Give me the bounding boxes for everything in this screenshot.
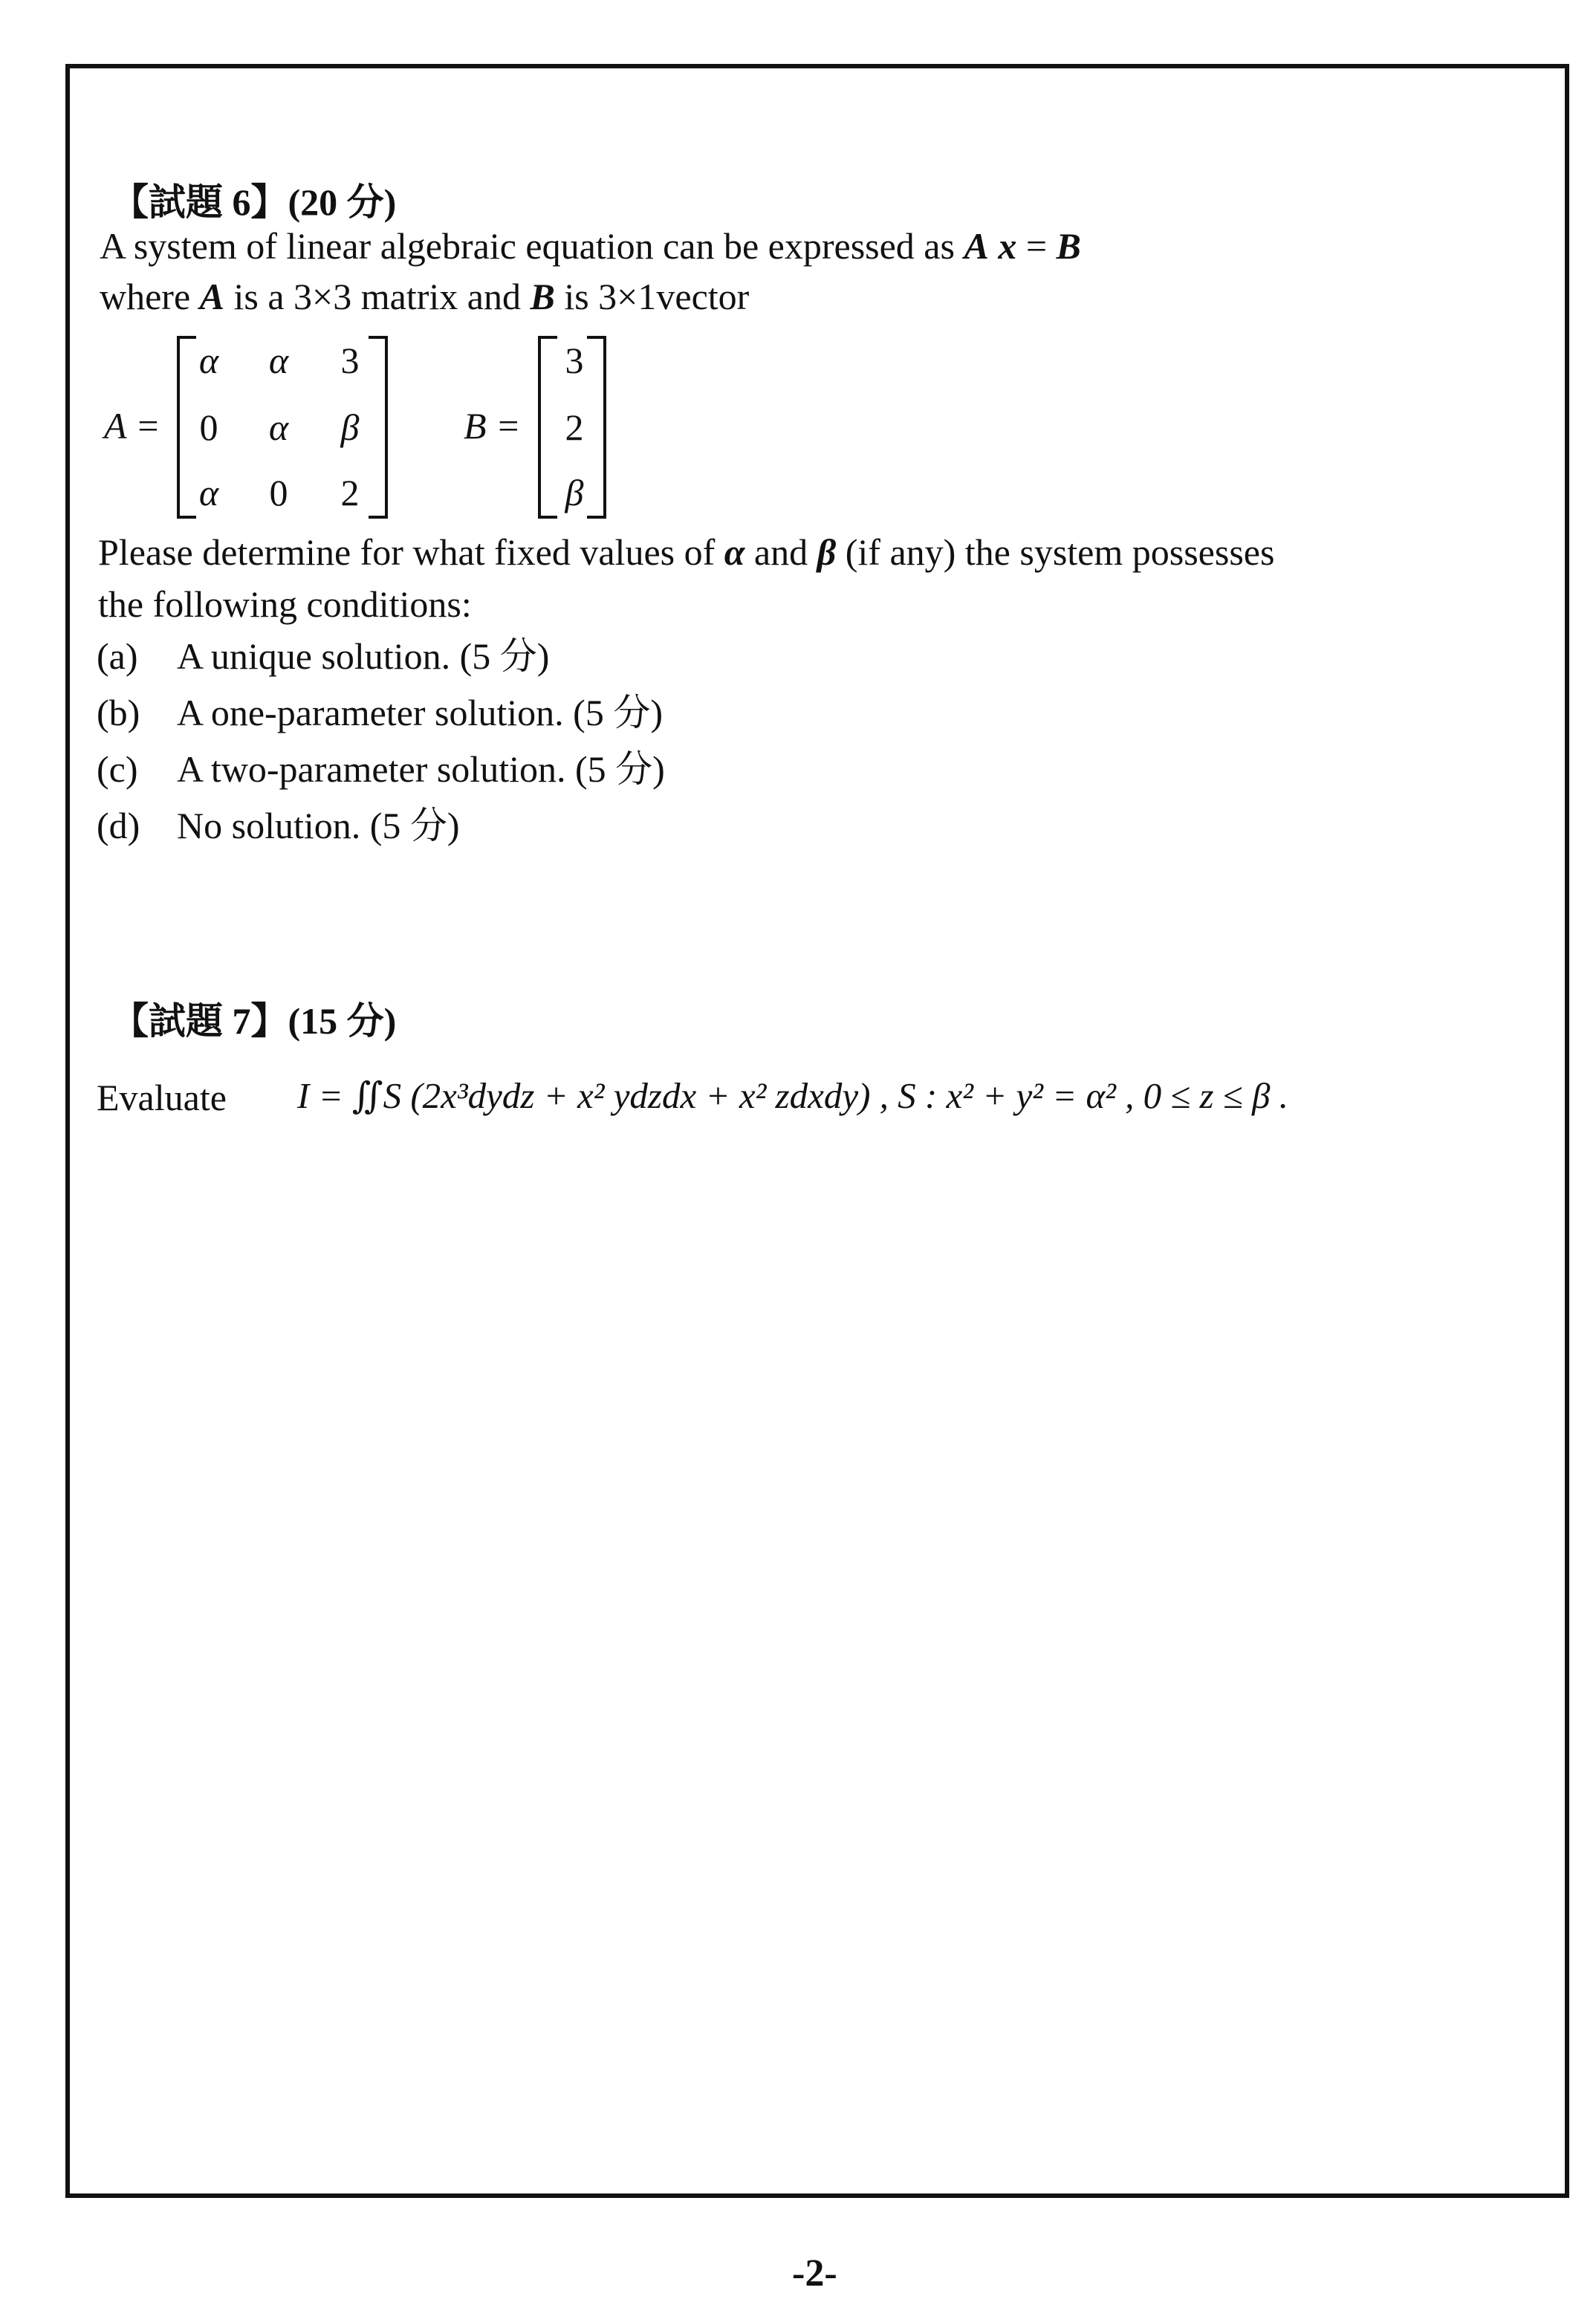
matrix-a-cell-r1-c1: α bbox=[198, 340, 219, 381]
matrix-a-cell-r2-c2: α bbox=[268, 406, 289, 448]
matrix-b-cell-r2: 2 bbox=[565, 406, 584, 448]
q6-intro-text: A system of linear algebraic equation can be expressed as bbox=[100, 225, 964, 267]
q6-where-line bbox=[100, 278, 749, 315]
q6-where-text: where bbox=[100, 276, 200, 317]
page-border bbox=[65, 64, 1569, 2198]
q6-item-d-label: (d) bbox=[97, 805, 140, 846]
q6-intro-equals: = bbox=[1016, 225, 1057, 267]
q6-where-B: B bbox=[530, 276, 555, 317]
q6-header: 【試題 6】(20 分) bbox=[111, 181, 397, 223]
matrix-b-cell-r1: 3 bbox=[565, 340, 584, 381]
q6-item-c-label: (c) bbox=[97, 748, 138, 790]
matrix-b-label: B = bbox=[464, 405, 521, 447]
matrix-a-cell-r2-c1: 0 bbox=[199, 406, 218, 448]
matrix-b-cell-r3: β bbox=[565, 472, 584, 513]
q6-prompt-text: Please determine for what fixed values of bbox=[98, 531, 724, 573]
q7-expression: I = ∬S (2x³dydz + x² ydzdx + x² zdxdy) , S : x² + y² = α² , 0 ≤ z ≤ β . bbox=[297, 1075, 1288, 1116]
q6-intro-x: x bbox=[998, 225, 1017, 267]
q6-item-d-text: No solution. (5 分) bbox=[177, 805, 460, 846]
q7-evaluate-label: Evaluate bbox=[97, 1077, 227, 1118]
q6-prompt-post: (if any) the system possesses bbox=[836, 531, 1275, 573]
q6-intro-B: B bbox=[1056, 225, 1081, 267]
q6-item-a-label: (a) bbox=[97, 635, 138, 677]
matrix-a-cell-r3-c2: 0 bbox=[269, 472, 288, 513]
q6-where-mid: is a 3×3 matrix and bbox=[224, 276, 531, 317]
matrix-a-cell-r3-c3: 2 bbox=[340, 472, 360, 513]
q6-item-b-text: A one-parameter solution. (5 分) bbox=[177, 692, 663, 733]
q6-prompt-beta: β bbox=[817, 531, 837, 573]
q6-prompt-line-1 bbox=[98, 531, 1275, 573]
page-number: -2- bbox=[792, 2252, 837, 2295]
matrix-a-cell-r3-c1: α bbox=[198, 472, 219, 513]
q6-prompt-line-2: the following conditions: bbox=[98, 583, 472, 625]
q6-prompt-and: and bbox=[745, 531, 817, 573]
q6-where-A: A bbox=[199, 276, 225, 317]
matrix-a-cell-r1-c3: 3 bbox=[340, 340, 360, 381]
matrix-a-cell-r1-c2: α bbox=[268, 340, 289, 381]
matrix-a-cell-r2-c3: β bbox=[340, 406, 360, 448]
q6-prompt-alpha: α bbox=[724, 531, 745, 573]
matrix-a-label: A = bbox=[104, 405, 160, 447]
q6-item-b-label: (b) bbox=[97, 692, 140, 733]
q6-item-a-text: A unique solution. (5 分) bbox=[177, 635, 550, 677]
q6-where-post: is 3×1vector bbox=[554, 276, 750, 317]
q6-intro-line bbox=[100, 227, 1081, 265]
q6-intro-A: A bbox=[964, 225, 989, 267]
q7-header: 【試題 7】(15 分) bbox=[111, 1000, 397, 1042]
q6-item-c-text: A two-parameter solution. (5 分) bbox=[177, 748, 665, 790]
